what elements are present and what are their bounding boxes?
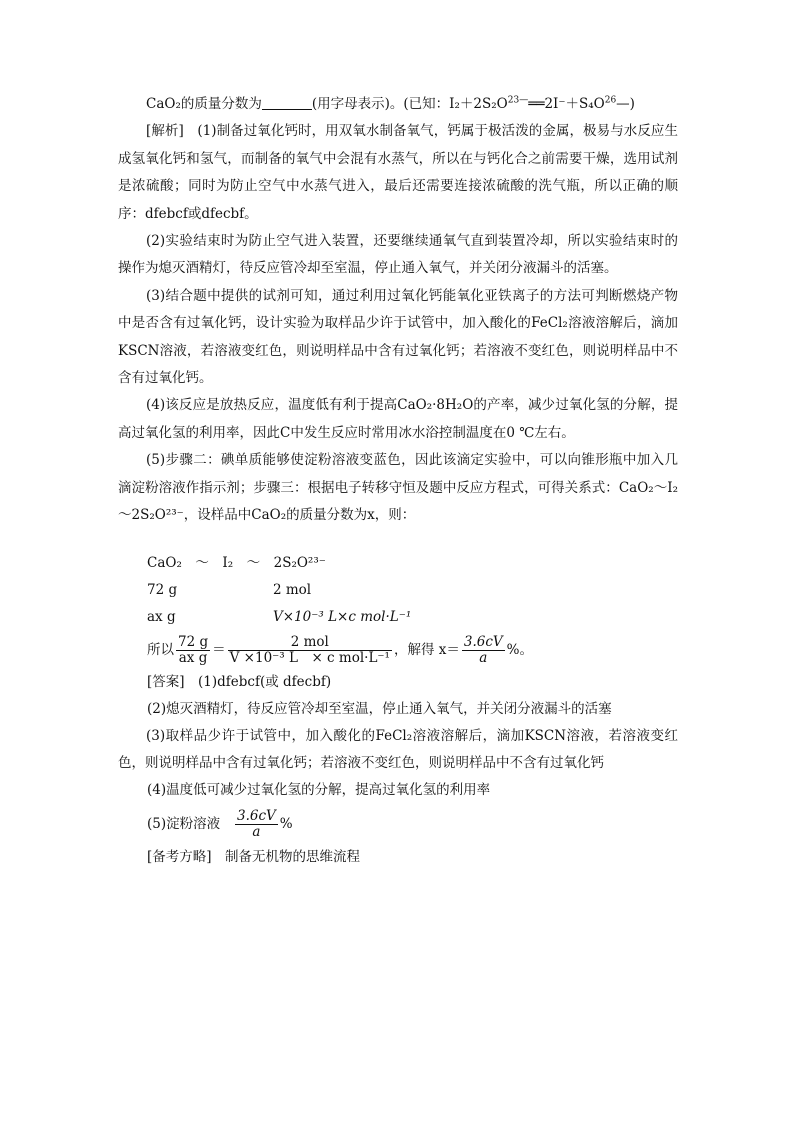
sample-row xyxy=(147,604,678,631)
spacer xyxy=(118,530,678,550)
fraction-3 xyxy=(462,635,505,666)
question-text-b: (用字母表示)。(已知：I₂＋2S₂O xyxy=(311,96,508,112)
answer-line-2: (2)熄灭酒精灯，待反应管冷却至室温，停止通入氧气，并关闭分液漏斗的活塞 xyxy=(147,700,612,717)
analysis-paragraph-3: (3)结合题中提供的试剂可知，通过利用过氧化钙能氧化亚铁离子的方法可判断燃烧产物中是否含有过氧化钙，设计实验为取样品少许于试管中，加入酸化的FeCl₂溶液溶解后，滴加KSCN溶液，若溶液变红色，则说明样品中含有过氧化钙；若溶液不变红色，则说明样品中不含有过氧化钙。 xyxy=(118,287,678,387)
answer-5-suffix: % xyxy=(279,816,293,833)
mass-value: 72 g xyxy=(147,581,178,598)
relation-text: CaO₂ ～ I₂ ～ 2S₂O²³⁻ xyxy=(147,554,326,571)
answer-line-4: (4)温度低可减少过氧化氢的分解，提高过氧化氢的利用率 xyxy=(147,782,491,799)
superscript-sign: — xyxy=(519,95,529,106)
fraction-3-numerator: 3.6cV xyxy=(463,633,503,650)
analysis-paragraph-1: [解析] (1)制备过氧化钙时，用双氧水制备氧气，钙属于极活泼的金属，极易与水反应生成氢氧化钙和氢气，而制备的氧气中会混有水蒸气，所以在与钙化合之前需要干燥，选用试剂是浓硫酸；同时为防止空气中水蒸气进入，最后还需要连接浓硫酸的洗气瓶，所以正确的顺序：dfebcf或dfecbf。 xyxy=(118,123,678,222)
fraction-2-denominator: V ×10⁻³ L × c mol·L⁻¹ xyxy=(229,649,390,666)
answer-line-5 xyxy=(147,804,678,844)
question-text-e: —) xyxy=(616,96,635,112)
answer-block xyxy=(147,669,678,723)
equation-middle: ，解得 x＝ xyxy=(393,641,460,658)
equation-suffix: %。 xyxy=(506,641,533,658)
equation-prefix: 所以 xyxy=(147,641,174,658)
fraction-1 xyxy=(176,635,210,666)
strategy-heading: [备考方略] 制备无机物的思维流程 xyxy=(147,849,361,866)
answer-fraction-denominator: a xyxy=(252,824,261,841)
question-text-d: ══2I⁻＋S₄O xyxy=(528,96,605,112)
answer-line-1: [答案] (1)dfebcf(或 dfecbf) xyxy=(147,673,332,690)
question-text-a: CaO₂的质量分数为 xyxy=(146,96,262,112)
mass-row xyxy=(147,577,678,604)
superscript: 26 xyxy=(604,95,617,106)
equals-sign: ＝ xyxy=(212,641,226,658)
fraction-3-denominator: a xyxy=(479,649,488,666)
analysis-paragraph-4: (4)该反应是放热反应，温度低有利于提高CaO₂·8H₂O的产率，减少过氧化氢的分解，提高过氧化氢的利用率，因此C中发生反应时常用冰水浴控制温度在0 ℃左右。 xyxy=(118,397,678,441)
fraction-2-numerator: 2 mol xyxy=(228,635,392,651)
answer-fraction xyxy=(235,809,278,840)
analysis-paragraph-5: (5)步骤二：碘单质能够使淀粉溶液变蓝色，因此该滴定实验中，可以向锥形瓶中加入几滴淀粉溶液作指示剂；步骤三：根据电子转移守恒及题中反应方程式，可得关系式：CaO₂～I₂～2S₂O²³⁻，设样品中CaO₂的质量分数为x，则： xyxy=(118,452,678,524)
answer-fraction-numerator: 3.6cV xyxy=(237,808,276,825)
question-tail xyxy=(118,91,678,118)
relation-row xyxy=(147,550,678,577)
equation-row xyxy=(147,631,678,669)
superscript: 23 xyxy=(507,95,520,106)
calculation-block xyxy=(147,550,678,669)
answer-5-prefix: (5)淀粉溶液 xyxy=(147,816,221,833)
titrant-amount: V×10⁻³ L×c mol·L⁻¹ xyxy=(273,608,412,625)
answer-line-3: (3)取样品少许于试管中，加入酸化的FeCl₂溶液溶解后，滴加KSCN溶液，若溶液变红色，则说明样品中含有过氧化钙；若溶液不变红色，则说明样品中不含有过氧化钙 xyxy=(118,727,678,771)
analysis-paragraph-2: (2)实验结束时为防止空气进入装置，还要继续通氧气直到装置冷却，所以实验结束时的操作为熄灭酒精灯，待反应管冷却至室温，停止通入氧气，并关闭分液漏斗的活塞。 xyxy=(118,233,678,277)
mole-value: 2 mol xyxy=(273,581,312,598)
sample-mass: ax g xyxy=(147,608,176,625)
answer-block-2 xyxy=(147,777,678,871)
fraction-1-denominator: ax g xyxy=(178,649,208,666)
answer-blank xyxy=(262,95,312,110)
fraction-2 xyxy=(228,635,392,666)
document-page xyxy=(118,91,678,871)
fraction-1-numerator: 72 g xyxy=(178,633,209,650)
